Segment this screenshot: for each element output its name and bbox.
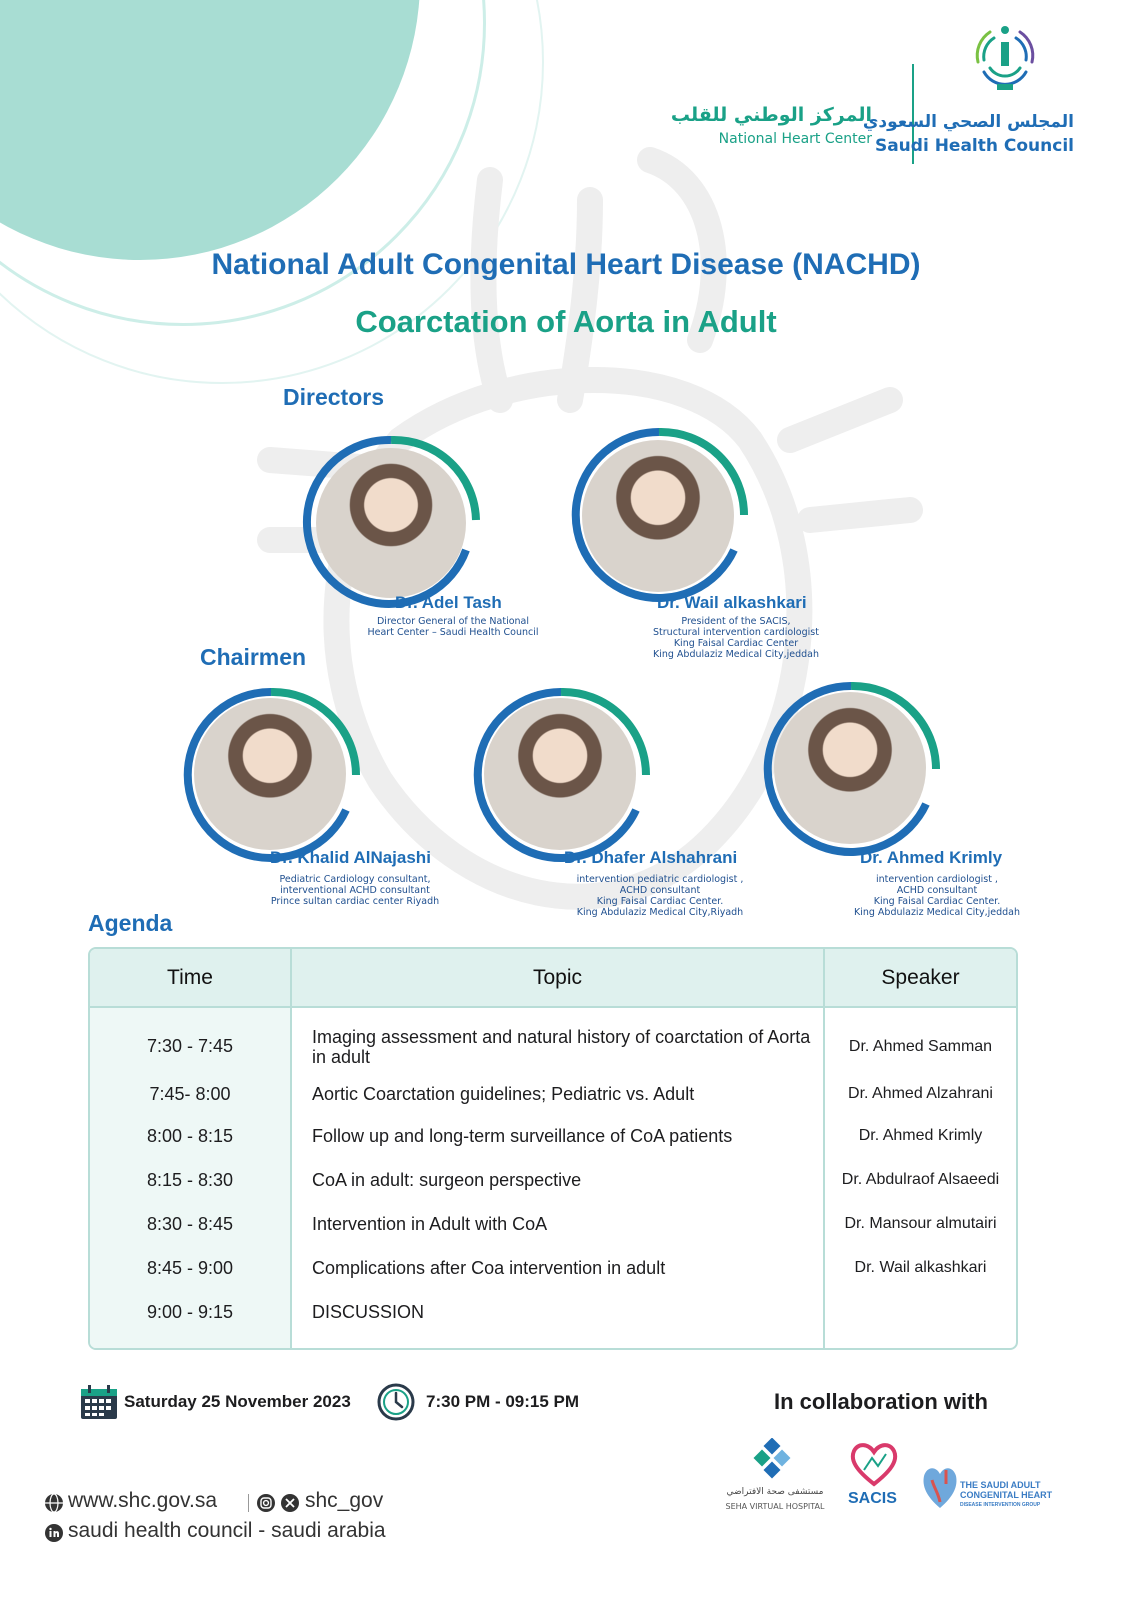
agenda-time: 8:45 - 9:00 [90,1246,292,1290]
globe-icon [44,1493,64,1513]
chairman-name-3: Dr. Ahmed Krimly [860,848,1003,867]
page-subtitle: Coarctation of Aorta in Adult [355,304,777,339]
agenda-speaker: Dr. Ahmed Samman [848,1037,993,1055]
agenda-speaker: Dr. Ahmed Alzahrani [848,1085,993,1102]
agenda-speaker: Dr. Abdulraof Alsaeedi [841,1171,1000,1188]
table-row [90,1158,1016,1202]
table-row [90,1202,1016,1246]
saudi-achd-logo-text: THE SAUDI ADULT CONGENITAL HEART DISEASE INTERVENTION GROUP [960,1480,1053,1508]
agenda-table [88,947,1018,1350]
footer-divider [248,1494,249,1512]
collaboration-heading: In collaboration with [774,1389,988,1414]
footer-website-link[interactable]: www.shc.gov.sa [68,1489,217,1512]
chairman-desc-3: intervention cardiologist , ACHD consultant King Faisal Cardiac Center. King Abdulaziz Medical City,jeddah [853,874,1021,918]
shc-arabic-name: المجلس الصحي السعودي [862,112,1074,132]
director-desc-1: Director General of the National Heart Center – Saudi Health Council [367,616,539,638]
linkedin-icon [44,1523,64,1543]
photo-ahmed-krimly [774,692,926,844]
agenda-topic: Intervention in Adult with CoA [292,1202,825,1246]
col-header-speaker: Speaker [825,949,1016,1008]
footer-social-handle[interactable]: shc_gov [305,1489,384,1512]
nhc-arabic-name: المركز الوطني للقلب [670,104,872,126]
director-name-1: Dr. Adel Tash [395,593,502,612]
chairmen-heading: Chairmen [200,644,307,670]
table-row [90,1008,1016,1074]
event-date: Saturday 25 November 2023 [124,1392,351,1411]
table-row [90,1074,1016,1114]
chairman-desc-2: intervention pediatric cardiologist , ACHD consultant King Faisal Cardiac Center. King Abdulaziz Medical City,Riyadh [576,874,744,918]
instagram-icon[interactable] [256,1493,276,1513]
photo-adel-tash [316,448,466,598]
sacis-heart-icon [848,1440,900,1488]
photo-khalid-alnajashi [194,698,346,850]
agenda-topic: CoA in adult: surgeon perspective [292,1158,825,1202]
event-time: 7:30 PM - 09:15 PM [426,1392,580,1411]
col-header-time: Time [90,949,292,1008]
agenda-heading: Agenda [88,910,173,936]
sacis-logo-text: SACIS [848,1490,897,1507]
chairman-name-2: Dr. Dhafer Alshahrani [564,848,738,867]
agenda-topic: Complications after Coa intervention in adult [292,1246,825,1290]
chairman-desc-1: Pediatric Cardiology consultant, interventional ACHD consultant Prince sultan cardiac center Riyadh [270,874,440,907]
agenda-time: 8:00 - 8:15 [90,1114,292,1158]
nhc-english-name: National Heart Center [718,131,872,147]
photo-wail-alkashkari [582,440,734,592]
shc-english-name: Saudi Health Council [874,136,1074,156]
director-desc-2: President of the SACIS, Structural intervention cardiologist King Faisal Cardiac Center King Abdulaziz Medical City,jeddah [652,616,820,660]
agenda-speaker: Dr. Ahmed Krimly [858,1127,983,1144]
agenda-topic: Follow up and long-term surveillance of CoA patients [292,1114,825,1158]
directors-heading: Directors [283,384,384,410]
col-header-topic: Topic [292,949,825,1008]
table-row [90,1114,1016,1158]
agenda-time: 8:30 - 8:45 [90,1202,292,1246]
agenda-time: 9:00 - 9:15 [90,1290,292,1348]
saudi-achd-heart-icon [920,1462,960,1510]
agenda-header-row [90,949,1016,1008]
agenda-time: 7:45- 8:00 [90,1074,292,1114]
agenda-topic: DISCUSSION [292,1290,825,1348]
calendar-icon [80,1384,118,1420]
chairman-name-1: Dr. Khalid AlNajashi [270,848,431,867]
agenda-time: 8:15 - 8:30 [90,1158,292,1202]
seha-arabic-name: مستشفى صحة الافتراضي [726,1487,824,1497]
agenda-speaker [825,1290,1016,1348]
photo-dhafer-alshahrani [484,698,636,850]
seha-virtual-hospital-logo-icon [752,1438,798,1482]
x-twitter-icon[interactable] [280,1493,300,1513]
seha-english-name: SEHA VIRTUAL HOSPITAL [725,1502,825,1511]
agenda-time: 7:30 - 7:45 [90,1008,292,1074]
agenda-speaker: Dr. Wail alkashkari [854,1259,987,1276]
clock-icon [376,1382,416,1422]
shc-logo-icon [970,22,1040,102]
footer-linkedin-link[interactable]: saudi health council - saudi arabia [68,1519,386,1542]
director-name-2: Dr. Wail alkashkari [657,593,807,612]
agenda-topic: Aortic Coarctation guidelines; Pediatric vs. Adult [292,1074,825,1114]
table-row [90,1290,1016,1348]
agenda-speaker: Dr. Mansour almutairi [844,1215,997,1232]
table-row [90,1246,1016,1290]
page-title: National Adult Congenital Heart Disease (NACHD) [211,248,921,281]
agenda-topic: Imaging assessment and natural history of coarctation of Aorta in adult [292,1008,825,1074]
